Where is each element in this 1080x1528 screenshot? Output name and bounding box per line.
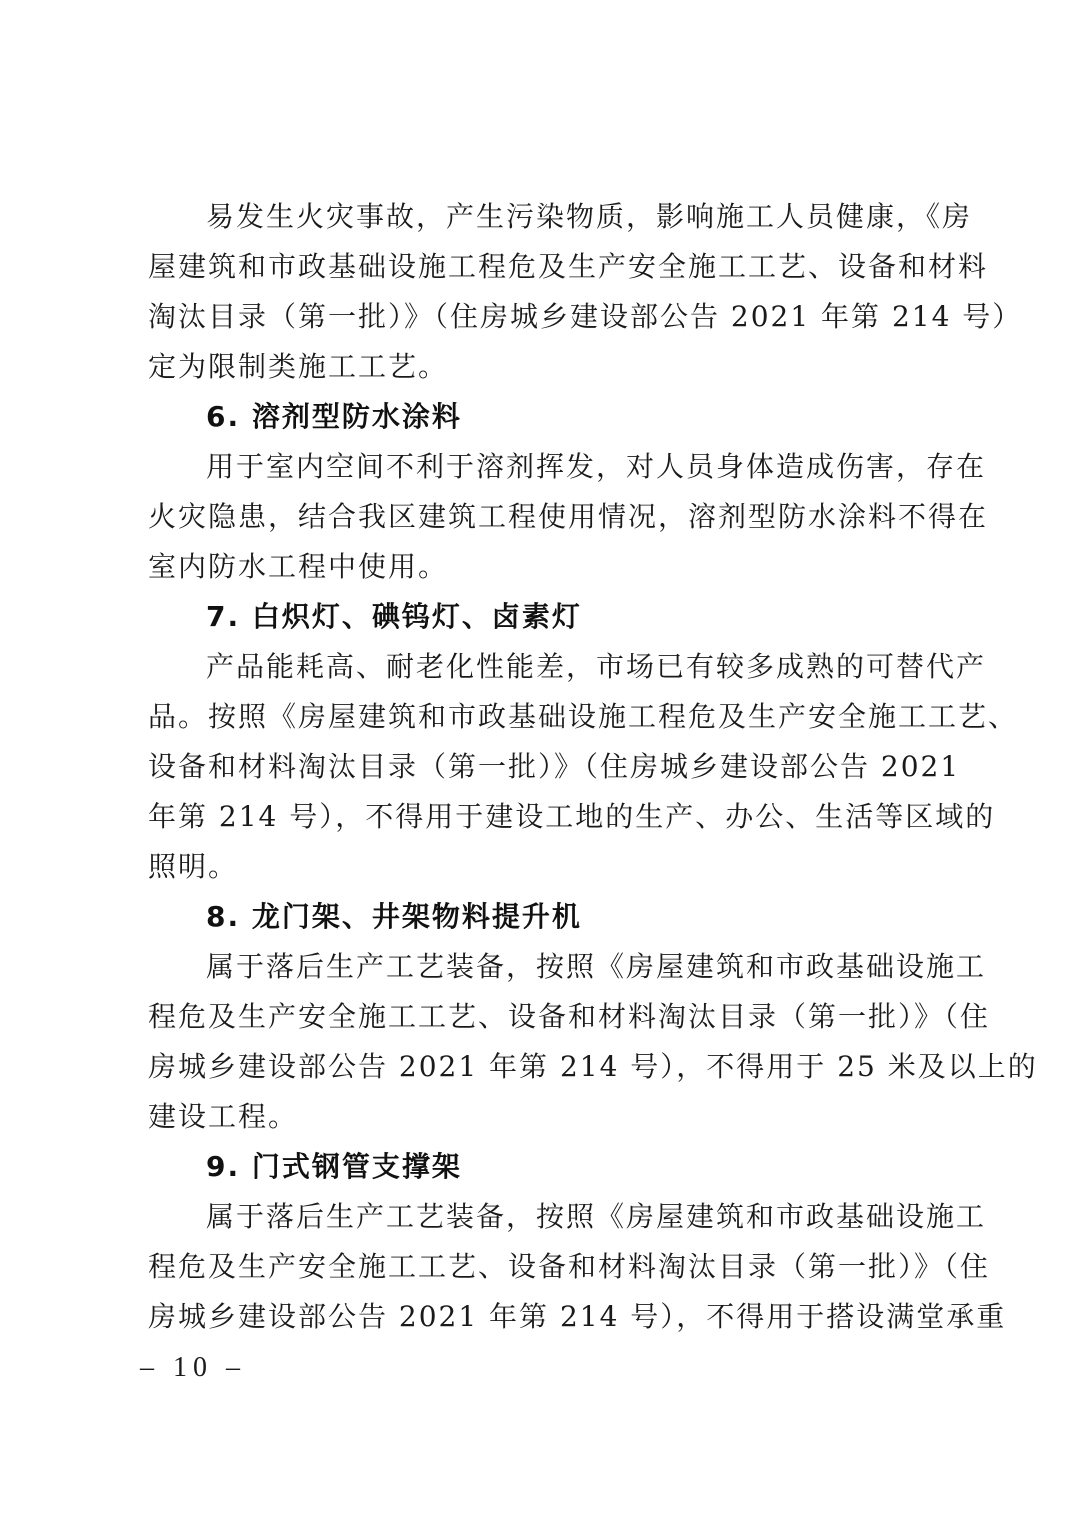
document-body bbox=[148, 192, 1038, 1342]
text-line: 火灾隐患，结合我区建筑工程使用情况，溶剂型防水涂料不得在 bbox=[148, 500, 989, 533]
text-line: 易发生火灾事故，产生污染物质，影响施工人员健康，《房 bbox=[206, 200, 973, 233]
text-line: 属于落后生产工艺装备，按照《房屋建筑和市政基础设施工 bbox=[206, 950, 987, 983]
text-line: 照明。 bbox=[148, 850, 239, 883]
section-heading bbox=[148, 392, 946, 442]
body-paragraph bbox=[148, 192, 1023, 392]
text-line: 淘汰目录（第一批）》（住房城乡建设部公告 2021 年第 214 号） bbox=[148, 300, 1023, 333]
text-line: 年第 214 号），不得用于建设工地的生产、办公、生活等区域的 bbox=[148, 800, 996, 833]
text-line: 产品能耗高、耐老化性能差，市场已有较多成熟的可替代产 bbox=[206, 650, 987, 683]
body-paragraph bbox=[148, 1192, 1007, 1342]
section-heading bbox=[148, 892, 946, 942]
body-paragraph bbox=[148, 642, 1019, 892]
text-line: 房城乡建设部公告 2021 年第 214 号），不得用于搭设满堂承重 bbox=[148, 1300, 1007, 1333]
section-heading bbox=[148, 592, 946, 642]
text-line: 设备和材料淘汰目录（第一批）》（住房城乡建设部公告 2021 bbox=[148, 750, 961, 783]
heading-text: 7. 白炽灯、碘钨灯、卤素灯 bbox=[206, 600, 582, 633]
text-line: 属于落后生产工艺装备，按照《房屋建筑和市政基础设施工 bbox=[206, 1200, 987, 1233]
text-line: 建设工程。 bbox=[148, 1100, 299, 1133]
text-line: 室内防水工程中使用。 bbox=[148, 550, 449, 583]
text-line: 定为限制类施工工艺。 bbox=[148, 350, 449, 383]
heading-text: 8. 龙门架、井架物料提升机 bbox=[206, 900, 582, 933]
text-line: 房城乡建设部公告 2021 年第 214 号），不得用于 25 米及以上的 bbox=[148, 1050, 1038, 1083]
text-line: 用于室内空间不利于溶剂挥发，对人员身体造成伤害，存在 bbox=[206, 450, 987, 483]
text-line: 程危及生产安全施工工艺、设备和材料淘汰目录（第一批）》（住 bbox=[148, 1000, 991, 1033]
text-line: 程危及生产安全施工工艺、设备和材料淘汰目录（第一批）》（住 bbox=[148, 1250, 991, 1283]
heading-text: 9. 门式钢管支撑架 bbox=[206, 1150, 462, 1183]
body-paragraph bbox=[148, 442, 989, 592]
text-line: 品。按照《房屋建筑和市政基础设施工程危及生产安全施工工艺、 bbox=[148, 700, 1019, 733]
section-heading bbox=[148, 1142, 946, 1192]
body-paragraph bbox=[148, 942, 1038, 1142]
page-number: – 10 – bbox=[140, 1352, 246, 1383]
heading-text: 6. 溶剂型防水涂料 bbox=[206, 400, 462, 433]
text-line: 屋建筑和市政基础设施工程危及生产安全施工工艺、设备和材料 bbox=[148, 250, 989, 283]
